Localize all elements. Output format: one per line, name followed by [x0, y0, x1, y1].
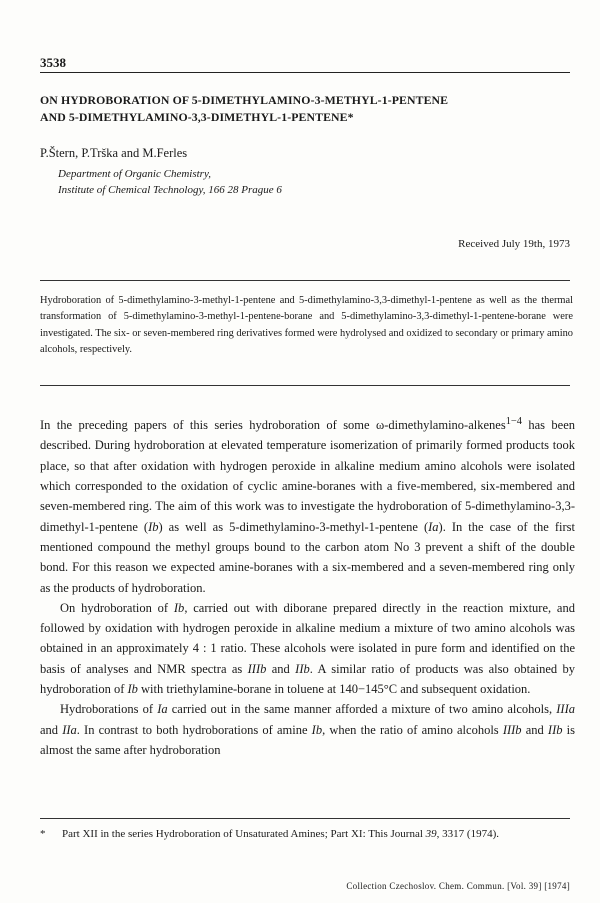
citation-ref: 1−4	[505, 416, 522, 427]
abstract-rule-bottom	[40, 385, 570, 386]
footnote-rule	[40, 818, 570, 819]
footnote-mark: *	[40, 828, 46, 840]
body-text	[40, 412, 575, 760]
abstract: Hydroboration of 5-dimethylamino-3-methyl-1-pentene and 5-dimethylamino-3,3-dimethyl-1-pentene as well as the thermal transformation of 5-dimethylamino-3-methyl-1-pentene-borane and 5-dimethylamino-3,3-dimethyl-1-pentene-borane were investigated. The six- or seven-membered ring derivatives formed were hydrolysed and oxidized to secondary or primary amino alcohols, respectively.	[40, 295, 573, 356]
article-title	[40, 92, 575, 126]
page-number: 3538	[40, 55, 66, 70]
title-line-2: AND 5-DIMETHYLAMINO-3,3-DIMETHYL-1-PENTENE*	[40, 110, 354, 124]
affiliation-line-1: Department of Organic Chemistry,	[58, 168, 211, 180]
journal-footer: Collection Czechoslov. Chem. Commun. [Vol. 39] [1974]	[346, 881, 570, 891]
abstract-rule-top	[40, 280, 570, 281]
footnote: * Part XII in the series Hydroboration of Unsaturated Amines; Part XI: This Journal 39, 3317 (1974).	[40, 826, 573, 843]
paragraph-2: On hydroboration of Ib, carried out with diborane prepared directly in the reaction mixture, and followed by oxidation with hydrogen peroxide in alkaline medium a mixture of two amino alcohols was obtained in an approximately 4 : 1 ratio. These alcohols were isolated in pure form and identified on the basis of analyses and NMR spectra as IIIb and IIb. A similar ratio of products was also obtained by hydroboration of Ib with triethylamine-borane in toluene at 140−145°C and subsequent oxidation.	[40, 600, 575, 697]
header-rule	[40, 72, 570, 73]
authors: P.Štern, P.Trška and M.Ferles	[40, 146, 188, 160]
received-date: Received July 19th, 1973	[458, 238, 570, 250]
footnote-volume: 39	[425, 828, 437, 840]
paragraph-1: In the preceding papers of this series hydroboration of some ω-dimethylamino-alkenes$^{1-4}$ has been described. During hydroboration at elevated temperature isomerization of primarily formed products took place, so that after oxidation with hydrogen peroxide in alkaline medium amino alcohols were isolated which corresponded to the oxidation of cyclic amine-boranes with a five-membered, six-membered and seven-membered ring. The aim of this work was to investigate the hydroboration of 5-dimethylamino-3,3-dimethyl-1-pentene (Ib) as well as 5-dimethylamino-3-methyl-1-pentene (Ia). In the case of the first mentioned compound the methyl groups bound to the carbon atom No 3 prevent a shift of the double bond. For this reason we expected amine-boranes with a six-membered and a seven-membered ring only as the products of hydroboration.	[40, 416, 575, 595]
affiliation-line-2: Institute of Chemical Technology, 166 28 Prague 6	[58, 184, 282, 196]
affiliation	[58, 166, 282, 198]
paragraph-3: Hydroborations of Ia carried out in the same manner afforded a mixture of two amino alcohols, IIIa and IIa. In contrast to both hydroborations of amine Ib, when the ratio of amino alcohols IIIb and IIb is almost the same after hydroboration	[40, 702, 575, 757]
title-line-1: ON HYDROBORATION OF 5-DIMETHYLAMINO-3-METHYL-1-PENTENE	[40, 93, 449, 107]
